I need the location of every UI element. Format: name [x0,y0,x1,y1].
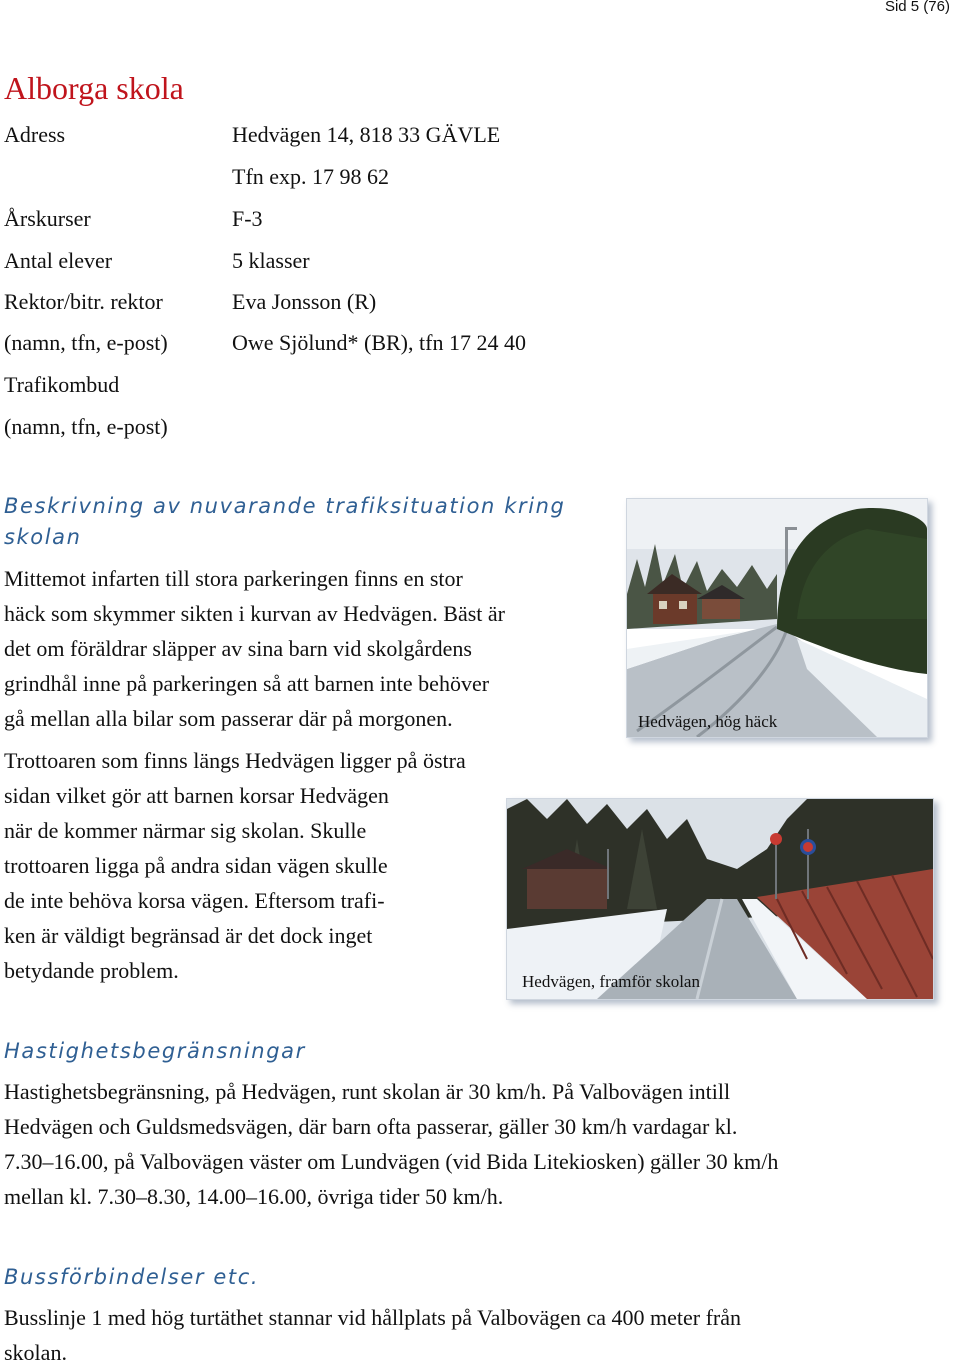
text-line: betydande problem. [4,958,179,983]
section-heading-traffic [4,491,614,553]
text-line: Mittemot infarten till stora parkeringen finns en stor [4,566,463,591]
info-value-address: Hedvägen 14, 818 33 GÄVLE [232,122,501,147]
page-number: Sid 5 (76) [884,0,950,15]
info-value-vice-principal: Owe Sjölund* (BR), tfn 17 24 40 [232,330,526,355]
info-value-phone: Tfn exp. 17 98 62 [232,164,390,189]
section-heading-bus: Bussförbindelser etc. [4,1265,260,1289]
text-line: ken är väldigt begränsad är det dock inget [4,923,373,948]
info-label-traffic-rep-contact: (namn, tfn, e-post) [4,414,168,439]
info-value-grades: F-3 [232,206,263,231]
text-line: skolan. [4,1340,67,1365]
photo-hedge [626,498,928,738]
paragraph-sidewalk [4,743,466,988]
info-label-students: Antal elever [4,248,113,273]
text-line: Trottoaren som finns längs Hedvägen ligger på östra [4,748,466,773]
info-label-principal-contact: (namn, tfn, e-post) [4,330,168,355]
section-heading-line: Beskrivning av nuvarande trafiksituation kring [4,494,566,518]
photo-school-road-image [507,799,933,999]
text-line: de inte behöva korsa vägen. Eftersom trafi- [4,888,385,913]
info-label-grades: Årskurser [4,206,91,231]
text-line: 7.30–16.00, på Valbovägen väster om Lundvägen (vid Bida Litekiosken) gäller 30 km/h [4,1149,779,1174]
photo-hedge-image [627,499,927,737]
text-line: gå mellan alla bilar som passerar där på morgonen. [4,706,453,731]
paragraph-speed-limits [4,1074,778,1214]
text-line: Hastighetsbegränsning, på Hedvägen, runt skolan är 30 km/h. På Valbovägen intill [4,1079,731,1104]
text-line: grindhål inne på parkeringen så att barnen inte behöver [4,671,490,696]
info-label-principal: Rektor/bitr. rektor [4,289,163,314]
photo-school-road-caption: Hedvägen, framför skolan [522,972,700,991]
info-label-address: Adress [4,122,66,147]
section-heading-speed-limits: Hastighetsbegränsningar [4,1039,306,1063]
info-label-traffic-rep: Trafikombud [4,372,120,397]
text-line: Busslinje 1 med hög turtäthet stannar vid hållplats på Valbovägen ca 400 meter från [4,1305,742,1330]
photo-school-road [506,798,934,1000]
text-line: när de kommer närmar sig skolan. Skulle [4,818,367,843]
paragraph-bus [4,1300,741,1370]
page-title: Alborga skola [4,70,184,106]
info-value-principal: Eva Jonsson (R) [232,289,377,314]
text-line: mellan kl. 7.30–8.30, 14.00–16.00, övriga tider 50 km/h. [4,1184,504,1209]
section-heading-line: skolan [4,525,82,549]
info-value-students: 5 klasser [232,248,310,273]
text-line: det om föräldrar släpper av sina barn vid skolgårdens [4,636,472,661]
text-line: Hedvägen och Guldsmedsvägen, där barn ofta passerar, gäller 30 km/h vardagar kl. [4,1114,738,1139]
paragraph-hedge [4,561,505,736]
text-line: sidan vilket gör att barnen korsar Hedvägen [4,783,389,808]
photo-hedge-caption: Hedvägen, hög häck [638,712,778,731]
text-line: häck som skymmer sikten i kurvan av Hedvägen. Bäst är [4,601,505,626]
text-line: trottoaren ligga på andra sidan vägen skulle [4,853,388,878]
